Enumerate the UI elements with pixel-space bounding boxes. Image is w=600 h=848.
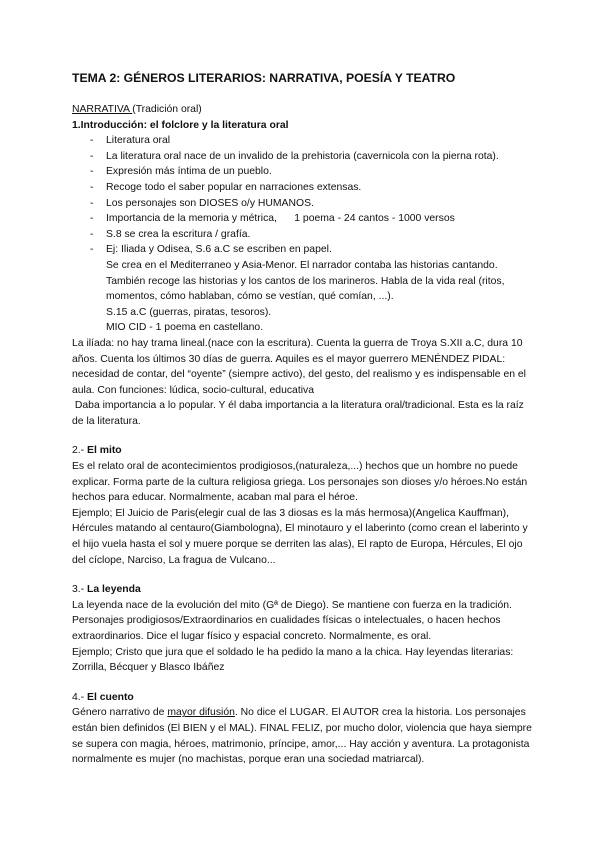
list-item: - Literatura oral: [90, 133, 534, 149]
narrativa-label-line: [72, 102, 534, 118]
intro-heading: 1.Introducción: el folclore y la literatura oral: [72, 119, 289, 131]
mito-number: 2.-: [72, 445, 88, 457]
list-item: - Expresión más íntima de un pueblo.: [90, 164, 534, 180]
cuento-intro-a: Género narrativo de: [72, 707, 168, 719]
sub-line: MIO CID - 1 poema en castellano.: [106, 322, 264, 334]
mito-title: El mito: [87, 445, 122, 457]
list-item: - S.8 se crea la escritura / grafía.: [90, 227, 534, 243]
list-item: - Ej: Iliada y Odisea, S.6 a.C se escriben en papel.: [90, 242, 534, 258]
leyenda-heading: [72, 582, 534, 598]
leyenda-title: La leyenda: [87, 584, 141, 596]
leyenda-number: 3.-: [72, 584, 88, 596]
cuento-intro-b: . No dice el LUGAR. El AUTOR crea la historia. Los personajes están bien definidos (El BIEN y el MAL). FINAL FELIZ, por mucho dolor, violencia que haya siempre se supera con magia, héroes, matrimonio, príncipe, amor,... Hay acción y aventura. La protagonista normalmente es mujer (no machistas, porque eran una sociedad matriarcal).: [72, 707, 532, 766]
narrativa-label: NARRATIVA: [72, 104, 133, 115]
mito-example: Ejemplo; El Juicio de Paris(elegir cual de las 3 diosas es la más hermosa)(Angelica Kauffman), Hércules matando al centauro(Giambologna), El minotauro y el laberinto (como crean el laberinto y el hijo vuela hasta el sol y muere porque se derriten las alas), El rapto de Europa, Hércules, El ojo del cíclope, Narciso, La fragua de Vulcano...: [72, 507, 528, 566]
sub-line: También recoge las historias y los cantos de los marineros. Habla de la vida real (ritos, momentos, cómo hablaban, cómo se vestían, qué comían, ...).: [106, 275, 505, 303]
leyenda-paragraph: La leyenda nace de la evolución del mito (Gª de Diego). Se mantiene con fuerza en la tradición. Personajes prodigiosos/Extraordinarios en cualidades físicas o intelectuales, o hacen hechos extraordinarios. Dice el lugar físico y espacial concreto. Normalmente, es oral.: [72, 599, 512, 642]
cuento-number: 4.-: [72, 691, 88, 703]
document-page: [72, 70, 534, 768]
mito-paragraph: Es el relato oral de acontecimientos prodigiosos,(naturaleza,...) hechos que un hombre no puede explicar. Forma parte de la cultura religiosa griega. Los personajes son dioses y/o héroes.No están hechos para educar. Normalmente, acaban mal para el héroe.: [72, 461, 528, 504]
cuento-title: El cuento: [87, 691, 134, 703]
intro-bullet-list: [72, 133, 534, 258]
list-item: - Los personajes son DIOSES o/y HUMANOS.: [90, 196, 534, 212]
cuento-heading: [72, 690, 534, 706]
list-item: - Importancia de la memoria y métrica, 1 poema - 24 cantos - 1000 versos: [90, 211, 534, 227]
list-item: - Recoge todo el saber popular en narraciones extensas.: [90, 180, 534, 196]
page-title: TEMA 2: GÉNEROS LITERARIOS: NARRATIVA, POESÍA Y TEATRO: [72, 71, 456, 85]
narrativa-label-suffix: (Tradición oral): [132, 104, 202, 115]
list-item: - La literatura oral nace de un invalido de la prehistoria (cavernicola con la pierna rota).: [90, 149, 534, 165]
mito-heading: [72, 443, 534, 459]
cuento-intro-underlined: mayor difusión: [167, 707, 235, 719]
iliada-paragraph: La ilíada: no hay trama lineal.(nace con la escritura). Cuenta la guerra de Troya S.XII a.C, dura 10 años. Cuenta los últimos 30 días de guerra. Aquiles es el mayor guerrero MENÉNDEZ PIDAL: necesidad de contar, del “oyente” (siempre activo), del gesto, del realismo y es indispensable en el aula. Con funciones: lúdica, socio-cultural, educativa: [72, 337, 526, 396]
sub-line: S.15 a.C (guerras, piratas, tesoros).: [106, 306, 272, 318]
leyenda-example: Ejemplo; Cristo que jura que el soldado le ha pedido la mano a la chica. Hay leyendas literarias: Zorrilla, Bécquer y Blasco Ibáñez: [72, 646, 514, 674]
sub-line: Se crea en el Mediterraneo y Asia-Menor. El narrador contaba las historias cantando.: [106, 259, 498, 271]
cuento-paragraph: [72, 705, 534, 767]
daba-paragraph: Daba importancia a lo popular. Y él daba importancia a la literatura oral/tradicional. Esta es la raíz de la literatura.: [72, 400, 527, 427]
